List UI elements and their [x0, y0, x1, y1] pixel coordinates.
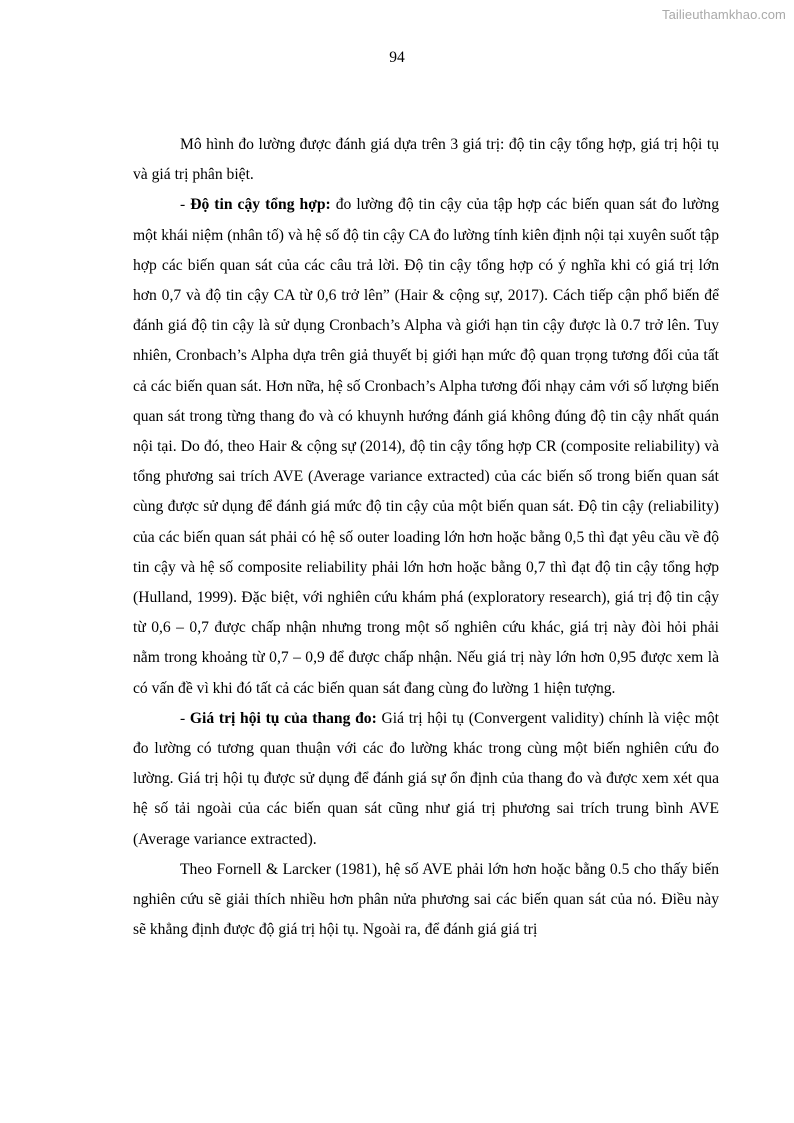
- paragraph-convergent-validity: [133, 704, 719, 855]
- document-body: [133, 130, 719, 945]
- page-number: 94: [389, 49, 405, 66]
- bullet-dash: -: [180, 709, 190, 727]
- paragraph-fornell-larcker: Theo Fornell & Larcker (1981), hệ số AVE phải lớn hơn hoặc bằng 0.5 cho thấy biến nghiên cứu sẽ giải thích nhiều hơn phân nửa phương sai các biến quan sát của nó. Điều này sẽ khẳng định được độ giá trị hội tụ. Ngoài ra, để đánh giá giá trị: [133, 860, 719, 939]
- heading-convergent-validity: Giá trị hội tụ của thang đo:: [189, 709, 377, 727]
- paragraph-intro: Mô hình đo lường được đánh giá dựa trên 3 giá trị: độ tin cậy tổng hợp, giá trị hội tụ và giá trị phân biệt.: [133, 136, 719, 184]
- paragraph-text: đo lường độ tin cậy của tập hợp các biến quan sát đo lường một khái niệm (nhân tố) và hệ số độ tin cậy CA đo lường tính kiên định nội tại xuyên suốt tập hợp các biến quan sát của các câu trả lời. Độ tin cậy tổng hợp có ý nghĩa khi có giá trị lớn hơn 0,7 và độ tin cậy CA từ 0,6 trở lên” (Hair & cộng sự, 2017). Cách tiếp cận phổ biến để đánh giá độ tin cậy là sử dụng Cronbach’s Alpha và giới hạn tin cậy được là 0.7 trở lên. Tuy nhiên, Cronbach’s Alpha dựa trên giả thuyết bị giới hạn mức độ quan trọng tương đối của tất cả các biến quan sát. Hơn nữa, hệ số Cronbach’s Alpha tương đối nhạy cảm với số lượng biến quan sát trong từng thang đo và có khuynh hướng đánh giá không đúng độ tin cậy nhất quán nội tại. Do đó, theo Hair & cộng sự (2014), độ tin cậy tổng hợp CR (composite reliability) và tổng phương sai trích AVE (Average variance extracted) của các biến số trong biến quan sát cùng được sử dụng để đánh giá mức độ tin cậy của một biến quan sát. Độ tin cậy (reliability) của các biến quan sát phải có hệ số outer loading lớn hơn hoặc bằng 0,5 thì đạt yêu cầu về độ tin cậy và hệ số composite reliability phải lớn hơn hoặc bằng 0,7 thì đạt độ tin cậy tổng hợp (Hulland, 1999). Đặc biệt, với nghiên cứu khám phá (exploratory research), giá trị độ tin cậy từ 0,6 – 0,7 được chấp nhận nhưng trong một số nghiên cứu khác, giá trị này đòi hỏi phải nằm trong khoảng từ 0,7 – 0,9 để được chấp nhận. Nếu giá trị này lớn hơn 0,95 được xem là có vấn đề vì khi đó tất cả các biến quan sát đang cùng đo lường 1 hiện tượng.: [133, 196, 720, 697]
- watermark: Tailieuthamkhao.com: [661, 7, 786, 22]
- bullet-dash: -: [180, 196, 191, 214]
- paragraph-composite-reliability: [133, 190, 719, 703]
- heading-composite-reliability: Độ tin cậy tổng hợp:: [190, 196, 331, 214]
- paragraph-text: Giá trị hội tụ (Convergent validity) chính là việc một đo lường có tương quan thuận với các đo lường khác trong cùng một biến nghiên cứu đo lường. Giá trị hội tụ được sử dụng để đánh giá sự ổn định của thang đo và được xem xét qua hệ số tải ngoài của các biến quan sát cũng như giá trị phương sai trích trung bình AVE (Average variance extracted).: [133, 709, 720, 848]
